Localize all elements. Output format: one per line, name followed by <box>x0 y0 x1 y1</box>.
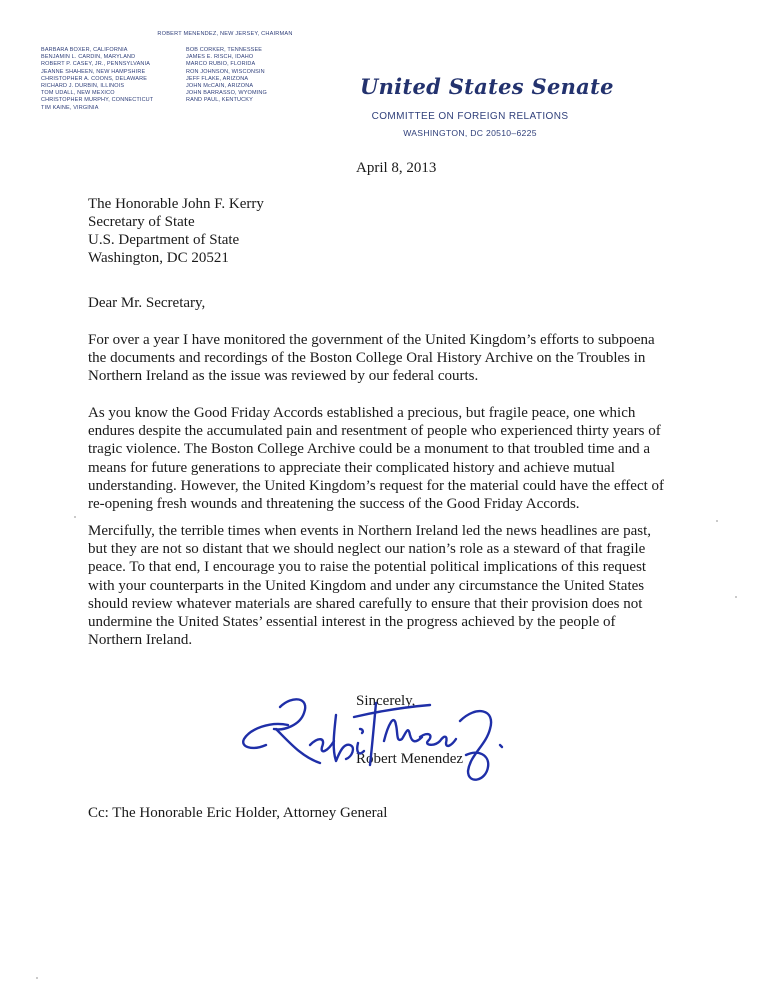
paragraph-line: undermine the United States’ essential interest in the progress achieved by the people of <box>88 614 616 631</box>
body-paragraph <box>88 404 698 513</box>
paragraph-line: Northern Ireland. <box>88 632 193 649</box>
member-name: JEFF FLAKE, ARIZONA <box>186 75 249 82</box>
scan-speck <box>735 596 737 598</box>
letterhead-committee: COMMITTEE ON FOREIGN RELATIONS <box>371 111 569 122</box>
body-paragraph <box>88 522 698 649</box>
paragraph-line: As you know the Good Friday Accords established a precious, but fragile peace, one which <box>88 405 636 421</box>
letterhead-members-right <box>186 47 267 105</box>
letterhead-members-left <box>41 47 153 112</box>
paragraph-line: means for future generations to appreciate their complicated history and achieve mutual <box>88 459 615 476</box>
address-line: U.S. Department of State <box>88 232 240 248</box>
letterhead-city: WASHINGTON, DC 20510–6225 <box>403 128 537 138</box>
member-name: BENJAMIN L. CARDIN, MARYLAND <box>41 54 136 61</box>
member-name: ROBERT P. CASEY, JR., PENNSYLVANIA <box>41 61 151 68</box>
member-name: CHRISTOPHER MURPHY, CONNECTICUT <box>41 97 154 104</box>
member-name: TIM KAINE, VIRGINIA <box>41 104 99 111</box>
paragraph-line: peace. To that end, I encourage you to raise the potential political implications of this request <box>88 559 647 576</box>
member-name: CHRISTOPHER A. COONS, DELAWARE <box>41 75 148 82</box>
member-name: RAND PAUL, KENTUCKY <box>186 97 253 104</box>
recipient-address <box>88 195 264 267</box>
member-name: RICHARD J. DURBIN, ILLINOIS <box>41 83 125 90</box>
paragraph-line: endures despite the accumulated pain and resentment of people who experienced thirty years of <box>88 423 661 440</box>
salutation: Dear Mr. Secretary, <box>88 295 206 311</box>
member-name: TOM UDALL, NEW MEXICO <box>41 90 115 97</box>
paragraph-line: should review whatever materials are shared carefully to ensure that their provision does not <box>88 595 643 612</box>
paragraph-line: Northern Ireland as the issue was reviewed by our federal courts. <box>88 368 479 385</box>
member-name: MARCO RUBIO, FLORIDA <box>186 61 256 68</box>
member-name: RON JOHNSON, WISCONSIN <box>186 68 265 75</box>
carbon-copy-line: Cc: The Honorable Eric Holder, Attorney General <box>88 805 388 821</box>
letterhead-title: United States Senate <box>360 74 614 99</box>
handwritten-signature <box>240 685 510 790</box>
paragraph-line: re-opening fresh wounds and threatening the success of the Good Friday Accords. <box>88 496 580 513</box>
signer-name: Robert Menendez <box>356 751 464 767</box>
scan-speck <box>74 516 76 518</box>
member-name: JOHN BARRASSO, WYOMING <box>186 90 267 97</box>
address-line: The Honorable John F. Kerry <box>88 196 264 212</box>
paragraph-line: Mercifully, the terrible times when events in Northern Ireland led the news headlines are past, <box>88 523 651 539</box>
paragraph-line: tragic violence. The Boston College Archive could be a monument to that troubled time and a <box>88 441 651 458</box>
address-line: Washington, DC 20521 <box>88 250 229 266</box>
paragraph-line: understanding. However, the United Kingdom’s request for the material could have the effect of <box>88 477 665 494</box>
paragraph-line: but they are not so distant that we should neglect our nation’s role as a steward of that fragile <box>88 541 646 558</box>
member-name: BOB CORKER, TENNESSEE <box>186 47 263 53</box>
scan-speck <box>36 977 38 979</box>
member-name: JOHN McCAIN, ARIZONA <box>186 83 254 90</box>
member-name: BARBARA BOXER, CALIFORNIA <box>41 47 128 53</box>
address-line: Secretary of State <box>88 214 195 230</box>
scan-speck <box>716 520 718 522</box>
letterhead-chairman: ROBERT MENENDEZ, NEW JERSEY, CHAIRMAN <box>157 31 293 37</box>
paragraph-line: with your counterparts in the United Kingdom and under any circumstance the United States <box>88 577 645 594</box>
paragraph-line: the documents and recordings of the Boston College Oral History Archive on the Troubles in <box>88 350 646 367</box>
paragraph-line: For over a year I have monitored the government of the United Kingdom’s efforts to subpoena <box>88 332 655 348</box>
member-name: JEANNE SHAHEEN, NEW HAMPSHIRE <box>41 68 146 75</box>
closing: Sincerely, <box>356 693 416 709</box>
body-paragraph <box>88 331 698 386</box>
member-name: JAMES E. RISCH, IDAHO <box>186 54 254 61</box>
letter-date: April 8, 2013 <box>356 160 437 176</box>
